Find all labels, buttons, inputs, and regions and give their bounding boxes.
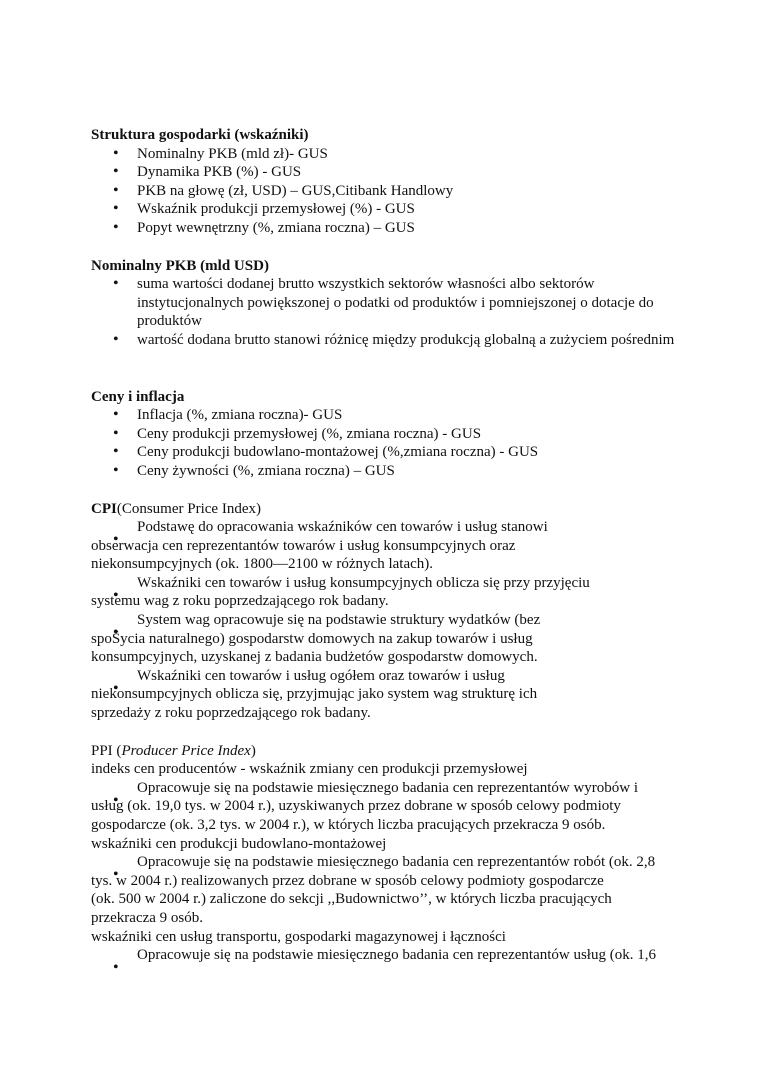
section-heading-ceny: Ceny i inflacja: [91, 388, 185, 405]
text-line: Wskaźniki cen towarów i usług konsumpcyjnych oblicza się przy przyjęciu: [137, 574, 590, 591]
list-item: • Popyt wewnętrzny (%, zmiana roczna) – GUS: [91, 219, 681, 238]
ppi-heading-italic: Producer Price Index: [121, 742, 251, 759]
text-line: spoŜycia naturalnego) gospodarstw domowych na zakup towarów i usług: [91, 630, 533, 647]
text-line: usług (ok. 19,0 tys. w 2004 r.), uzyskiwanych przez dobrane w sposób celowy podmioty: [91, 798, 621, 815]
cpi-heading: [91, 500, 681, 519]
list-item: • Ceny produkcji przemysłowej (%, zmiana roczna) - GUS: [91, 425, 681, 444]
list-item: • Wskaźnik produkcji przemysłowej (%) - GUS: [91, 200, 681, 219]
list-struktura: [91, 145, 681, 238]
text-line: System wag opracowuje się na podstawie struktury wydatków (bez: [137, 612, 541, 629]
ppi-subheading-3: wskaźniki cen usług transportu, gospodarki magazynowej i łączności: [91, 928, 506, 945]
text-line: sprzedaży z roku poprzedzającego rok badany.: [91, 705, 371, 722]
list-item: • Nominalny PKB (mld zł)- GUS: [91, 145, 681, 164]
cpi-paragraph-4: [91, 667, 681, 723]
text-line: tys. w 2004 r.) realizowanych przez dobrane w sposób celowy podmioty gospodarcze: [91, 872, 604, 889]
text-line: przekracza 9 osób.: [91, 909, 204, 926]
text-line: Opracowuje się na podstawie miesięcznego badania cen reprezentantów wyrobów i: [137, 779, 639, 796]
ppi-heading-post: ): [250, 742, 256, 759]
cpi-heading-rest: (Consumer Price Index): [116, 500, 261, 517]
ppi-heading: [91, 742, 681, 761]
ppi-heading-pre: PPI (: [91, 742, 122, 759]
text-line: Wskaźniki cen towarów i usług ogółem oraz towarów i usług: [137, 667, 505, 684]
section-heading-nominalny-pkb: Nominalny PKB (mld USD): [91, 257, 269, 274]
document-content: [91, 126, 681, 965]
ppi-paragraph-1: [91, 779, 681, 835]
text-line: systemu wag z roku poprzedzającego rok badany.: [91, 593, 389, 610]
list-item: • suma wartości dodanej brutto wszystkich sektorów własności albo sektorów instytucjonalnych powiększonej o podatki od produktów i pomniejszonej o dotacje do produktów: [91, 275, 681, 331]
list-item: • Dynamika PKB (%) - GUS: [91, 163, 681, 182]
text-line: gospodarcze (ok. 3,2 tys. w 2004 r.), w których liczba pracujących przekracza 9 osób.: [91, 817, 606, 833]
text-line: Opracowuje się na podstawie miesięcznego badania cen reprezentantów usług (ok. 1,6: [137, 947, 656, 964]
cpi-paragraph-3: [91, 611, 681, 667]
cpi-paragraph-1: [91, 518, 681, 574]
list-nominalny-pkb: [91, 275, 681, 349]
list-ceny: [91, 406, 681, 480]
ppi-subheading-1: indeks cen producentów - wskaźnik zmiany cen produkcji przemysłowej: [91, 761, 528, 778]
text-line: Podstawę do opracowania wskaźników cen towarów i usług stanowi: [137, 519, 548, 536]
cpi-paragraph-2: [91, 574, 681, 611]
text-line: niekonsumpcyjnych oblicza się, przyjmując jako system wag strukturę ich: [91, 686, 538, 703]
text-line: niekonsumpcyjnych (ok. 1800—2100 w różnych latach).: [91, 556, 434, 573]
list-item: • PKB na głowę (zł, USD) – GUS,Citibank Handlowy: [91, 182, 681, 201]
ppi-paragraph-3: [91, 946, 681, 965]
text-line: obserwacja cen reprezentantów towarów i usług konsumpcyjnych oraz: [91, 537, 516, 554]
ppi-subheading-2: wskaźniki cen produkcji budowlano-montażowej: [91, 835, 387, 852]
ppi-paragraph-2: [91, 853, 681, 927]
list-item: • wartość dodana brutto stanowi różnicę między produkcją globalną a zużyciem pośrednim: [91, 331, 681, 350]
list-item: • Ceny produkcji budowlano-montażowej (%,zmiana roczna) - GUS: [91, 443, 681, 462]
cpi-heading-bold: CPI: [91, 500, 117, 517]
list-item: • Inflacja (%, zmiana roczna)- GUS: [91, 406, 681, 425]
section-heading-struktura: Struktura gospodarki (wskaźniki): [91, 127, 309, 143]
list-item: • Ceny żywności (%, zmiana roczna) – GUS: [91, 462, 681, 481]
text-line: konsumpcyjnych, uzyskanej z badania budżetów gospodarstw domowych.: [91, 649, 538, 666]
text-line: (ok. 500 w 2004 r.) zaliczone do sekcji ,,Budownictwo’’, w których liczba pracujących: [91, 891, 612, 908]
text-line: Opracowuje się na podstawie miesięcznego badania cen reprezentantów robót (ok. 2,8: [137, 854, 656, 871]
